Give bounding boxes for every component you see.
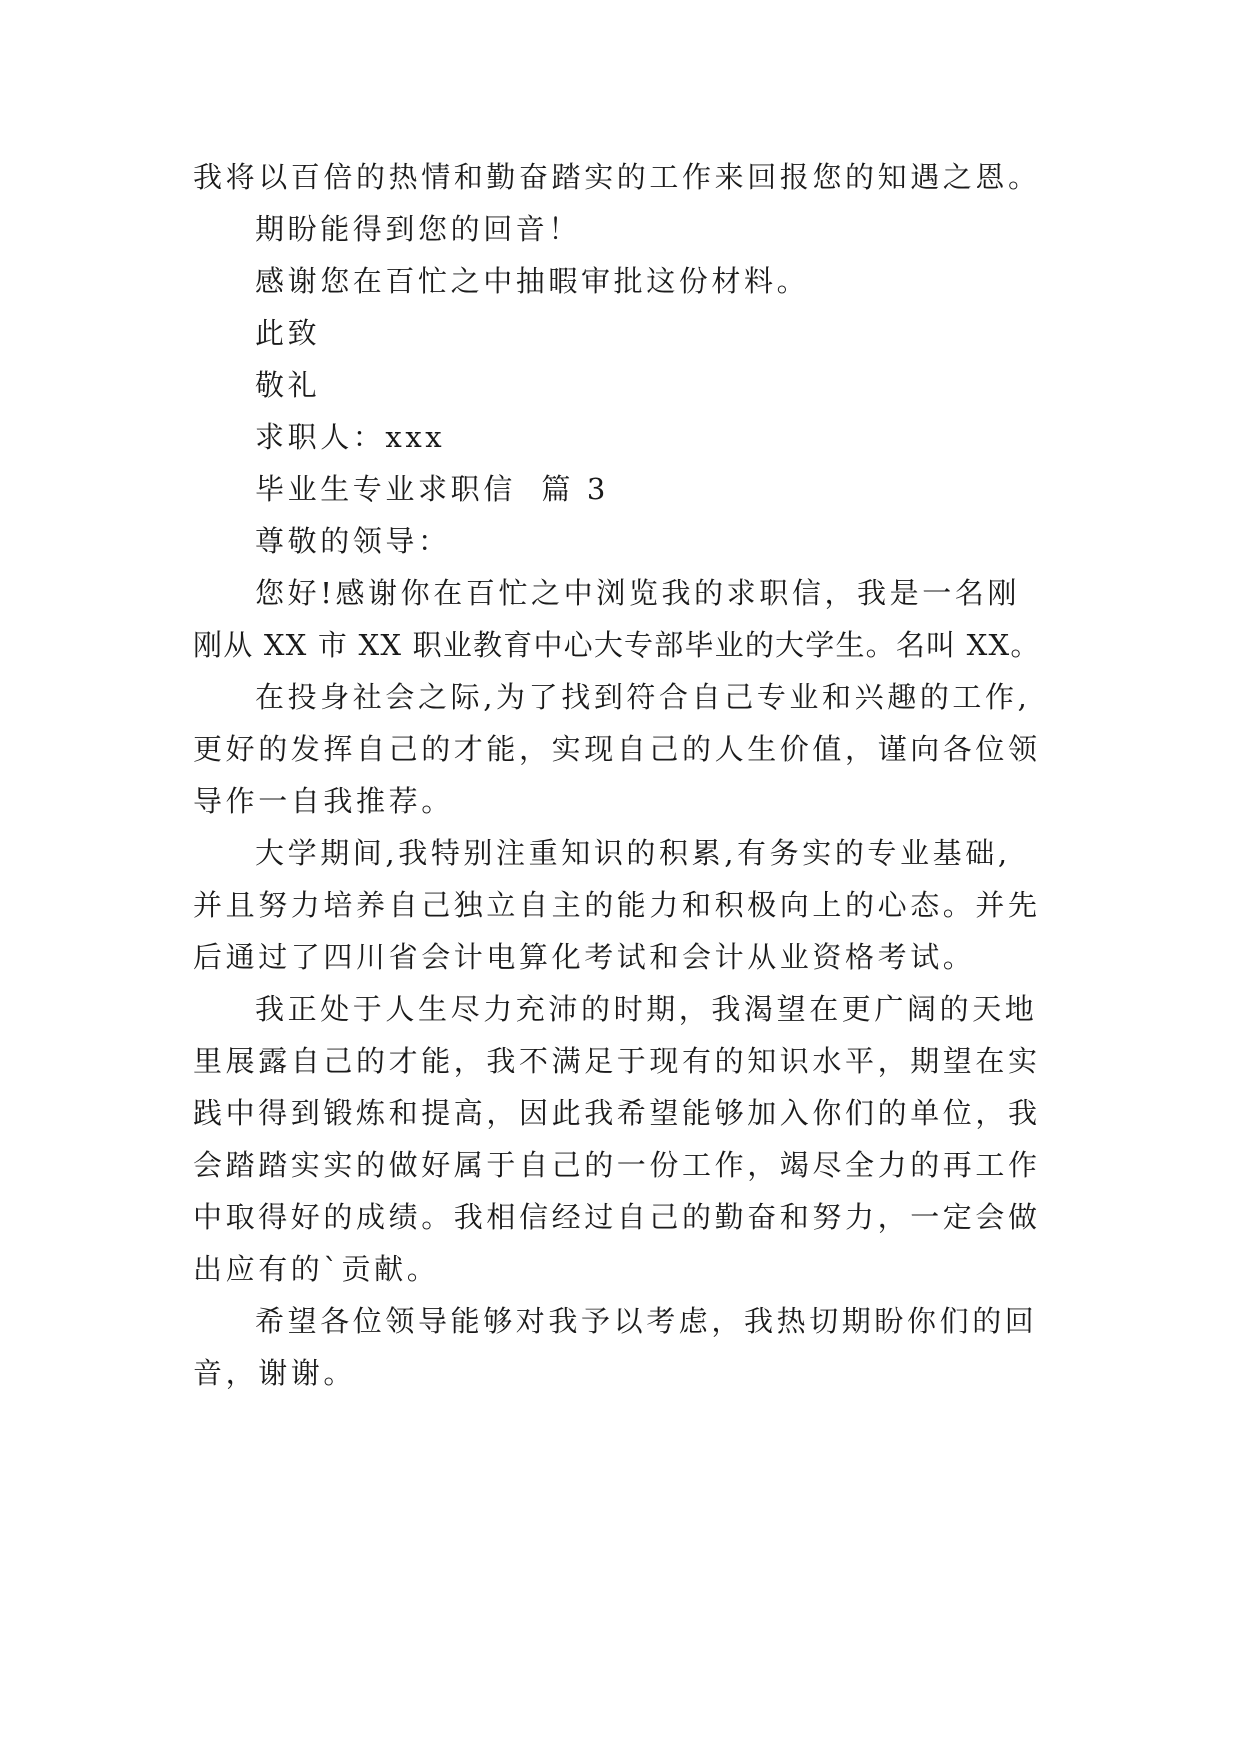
paragraph-line: 导作一自我推荐。 <box>193 784 454 818</box>
thanks-line: 感谢您在百忙之中抽暇审批这份材料。 <box>255 264 810 298</box>
paragraph-line: 您好!感谢你在百忙之中浏览我的求职信，我是一名刚 <box>255 576 1021 610</box>
signature: 求职人：xxx <box>255 420 446 454</box>
paragraph-line: 更好的发挥自己的才能，实现自己的人生价值，谨向各位领 <box>193 732 1041 766</box>
section-title: 毕业生专业求职信 篇 3 <box>255 472 609 506</box>
greeting: 尊敬的领导： <box>255 524 451 558</box>
salutation-jing-li: 敬礼 <box>255 368 321 402</box>
paragraph-line: 希望各位领导能够对我予以考虑，我热切期盼你们的回 <box>255 1304 1038 1338</box>
paragraph-line: 在投身社会之际,为了找到符合自己专业和兴趣的工作, <box>255 680 1031 714</box>
paragraph-line: 大学期间,我特别注重知识的积累,有务实的专业基础, <box>255 836 1011 870</box>
hope-line: 期盼能得到您的回音！ <box>255 212 582 246</box>
paragraph-line: 我正处于人生尽力充沛的时期，我渴望在更广阔的天地 <box>255 992 1038 1026</box>
paragraph-line: 并且努力培养自己独立自主的能力和积极向上的心态。并先 <box>193 888 1041 922</box>
paragraph-line: 音，谢谢。 <box>193 1356 357 1390</box>
paragraph-line: 刚从 XX 市 XX 职业教育中心大专部毕业的大学生。名叫 XX。 <box>193 628 1041 662</box>
paragraph-line: 中取得好的成绩。我相信经过自己的勤奋和努力，一定会做 <box>193 1200 1041 1234</box>
paragraph-line: 会踏踏实实的做好属于自己的一份工作，竭尽全力的再工作 <box>193 1148 1041 1182</box>
paragraph-line: 出应有的`贡献。 <box>193 1252 440 1286</box>
paragraph-line: 后通过了四川省会计电算化考试和会计从业资格考试。 <box>193 940 976 974</box>
salutation-ci-zhi: 此致 <box>255 316 321 350</box>
paragraph-line: 践中得到锻炼和提高，因此我希望能够加入你们的单位，我 <box>193 1096 1041 1130</box>
closing-line: 我将以百倍的热情和勤奋踏实的工作来回报您的知遇之恩。 <box>193 160 1041 194</box>
paragraph-line: 里展露自己的才能，我不满足于现有的知识水平，期望在实 <box>193 1044 1041 1078</box>
